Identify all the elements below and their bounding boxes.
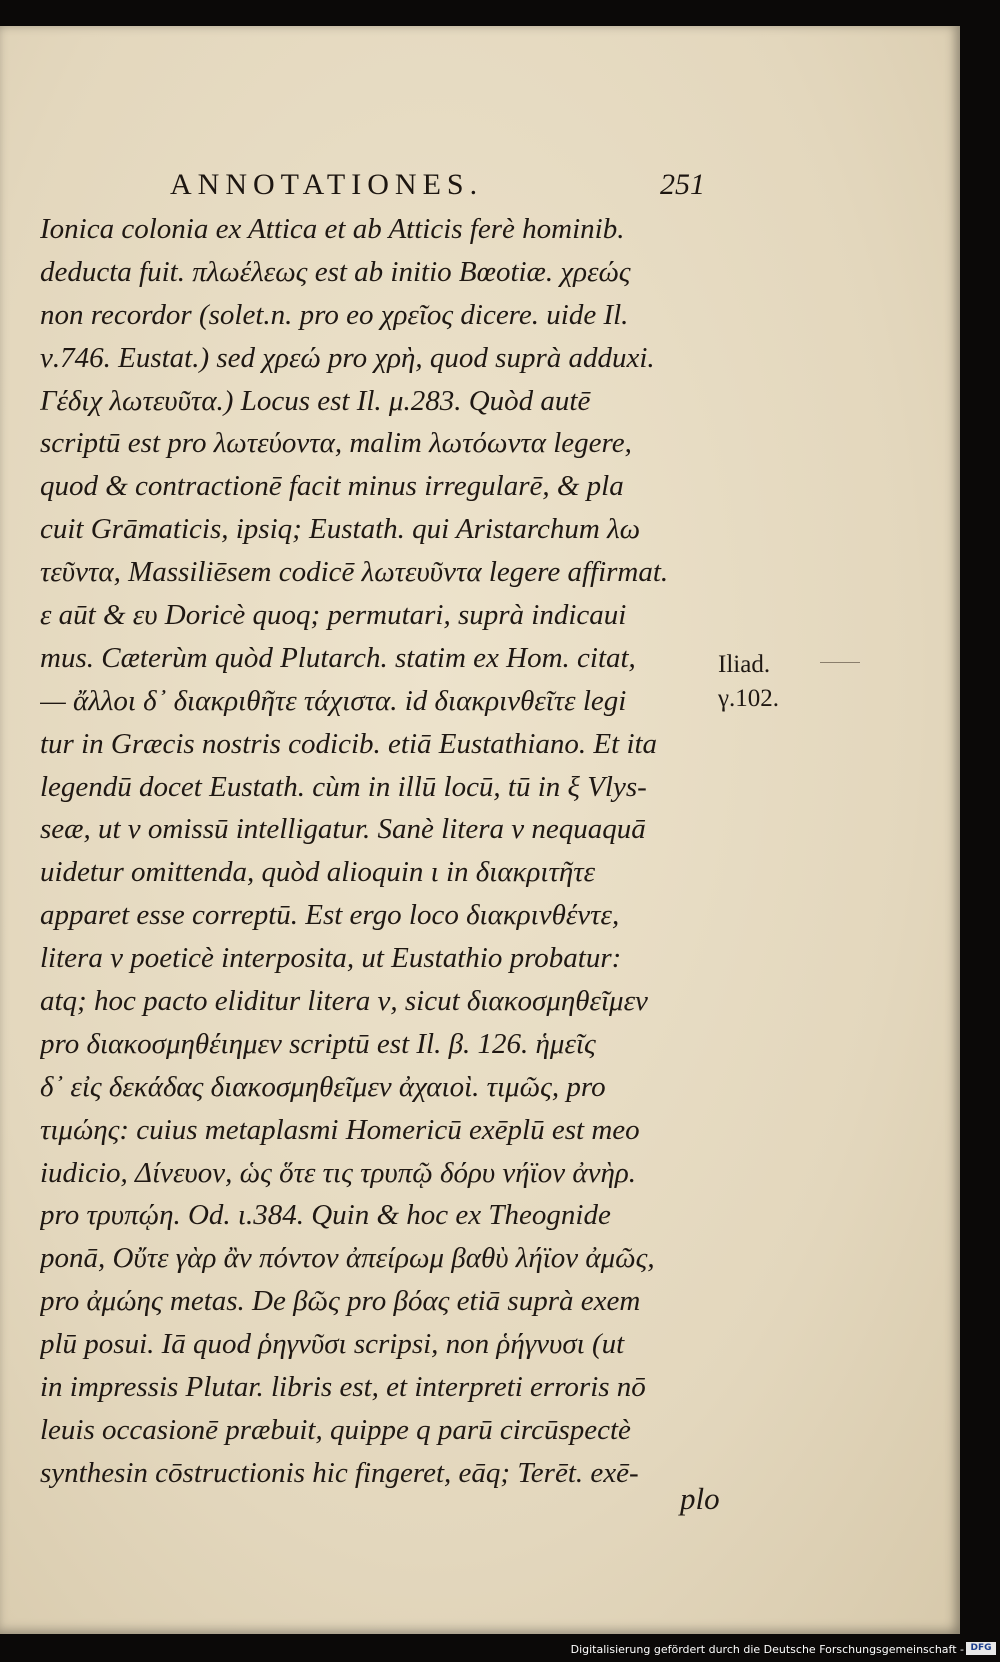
- text-line: pro διακοσμηθέιημεν scriptū est Il. β. 126. ἡμεῖς: [40, 1027, 596, 1060]
- text-line: litera ν poeticè interposita, ut Eustathio probatur:: [40, 942, 622, 975]
- dfg-logo-icon: DFG: [966, 1642, 996, 1655]
- text-line: in impressis Plutar. libris est, et interpreti erroris nō: [40, 1371, 646, 1404]
- text-line: plū posui. Iā quod ῥηγνῦσι scripsi, non ῥήγνυσι (ut: [40, 1328, 625, 1361]
- text-line: ε aūt & ευ Doricè quoq; permutari, suprà indicaui: [40, 599, 627, 632]
- book-page: [0, 26, 960, 1634]
- text-line: τεῦντα, Massiliēsem codicē λωτευῦντα legere affirmat.: [40, 556, 669, 589]
- text-line: pro ἀμώης metas. De βῶς pro βόας etiā suprà exem: [40, 1285, 641, 1318]
- margin-note-line: γ.102.: [718, 685, 780, 712]
- text-line: δ᾽ εἰς δεκάδας διακοσμηθεῖμεν ἀχαιοὶ. τιμῶς, pro: [40, 1070, 606, 1103]
- text-line: pro τρυπῴη. Od. ι.384. Quin & hoc ex Theognide: [40, 1199, 611, 1232]
- text-line: cuit Grāmaticis, ipsiq; Eustath. qui Aristarchum λω: [40, 513, 641, 546]
- text-line: — ἄλλοι δ᾽ διακριθῆτε τάχιστα. id διακρινθεῖτε legi: [40, 684, 627, 717]
- text-line: seæ, ut ν omissū intelligatur. Sanè litera ν nequaquā: [40, 813, 646, 846]
- text-line: ponā, Οὔτε γὰρ ἂν πόντον ἀπείρωμ βαθὺ λήϊον ἀμῶς,: [40, 1242, 655, 1275]
- text-line: atq; hoc pacto eliditur litera ν, sicut διακοσμηθεῖμεν: [40, 985, 648, 1018]
- running-head: ANNOTATIONES.: [170, 168, 484, 201]
- text-line: τιμώης: cuius metaplasmi Homericū exēplū est meo: [40, 1113, 640, 1146]
- text-line: apparet esse correptū. Est ergo loco διακρινθέντε,: [40, 899, 620, 932]
- text-line: mus. Cæterùm quòd Plutarch. statim ex Hom. citat,: [40, 641, 636, 674]
- text-line: ν.746. Eustat.) sed χρεώ pro χρὴ, quod suprà adduxi.: [40, 341, 655, 374]
- text-line: deducta fuit. πλωέλεως est ab initio Bœotiæ. χρεώς: [40, 255, 631, 288]
- text-line: quod & contractionē facit minus irregularē, & pla: [40, 470, 624, 503]
- page-header: [0, 168, 960, 208]
- catchword: plo: [680, 1481, 720, 1516]
- text-line: scriptū est pro λωτεύοντα, malim λωτόωντα legere,: [40, 427, 632, 460]
- text-line: Ionica colonia ex Attica et ab Atticis ferè hominib.: [40, 213, 625, 245]
- margin-note-line: Iliad.: [718, 651, 771, 678]
- text-line: tur in Græcis nostris codicib. etiā Eustathiano. Et ita: [40, 727, 658, 760]
- body-text: [40, 208, 720, 1495]
- digitization-credit: Digitalisierung gefördert durch die Deutsche Forschungsgemeinschaft -: [570, 1643, 964, 1656]
- text-line: iudicio, Δίνευον, ὡς ὅτε τις τρυπῷ δόρυ νήϊον ἀνὴρ.: [40, 1156, 637, 1189]
- margin-note: [718, 648, 779, 716]
- text-line: legendū docet Eustath. cùm in illū locū, tū in ξ Vlys-: [40, 770, 647, 803]
- page-number: 251: [660, 168, 705, 201]
- margin-rule: [820, 662, 860, 663]
- text-line: synthesin cōstructionis hic fingeret, eāq; Terēt. exē-: [40, 1456, 639, 1489]
- text-line: Γέδιχ λωτευῦτα.) Locus est Il. μ.283. Quòd autē: [40, 384, 591, 417]
- text-line: uidetur omittenda, quòd alioquin ι in διακριτῆτε: [40, 856, 596, 889]
- text-line: leuis occasionē præbuit, quippe q parū circūspectè: [40, 1413, 631, 1446]
- text-line: non recordor (solet.n. pro eo χρεῖος dicere. uide Il.: [40, 298, 629, 331]
